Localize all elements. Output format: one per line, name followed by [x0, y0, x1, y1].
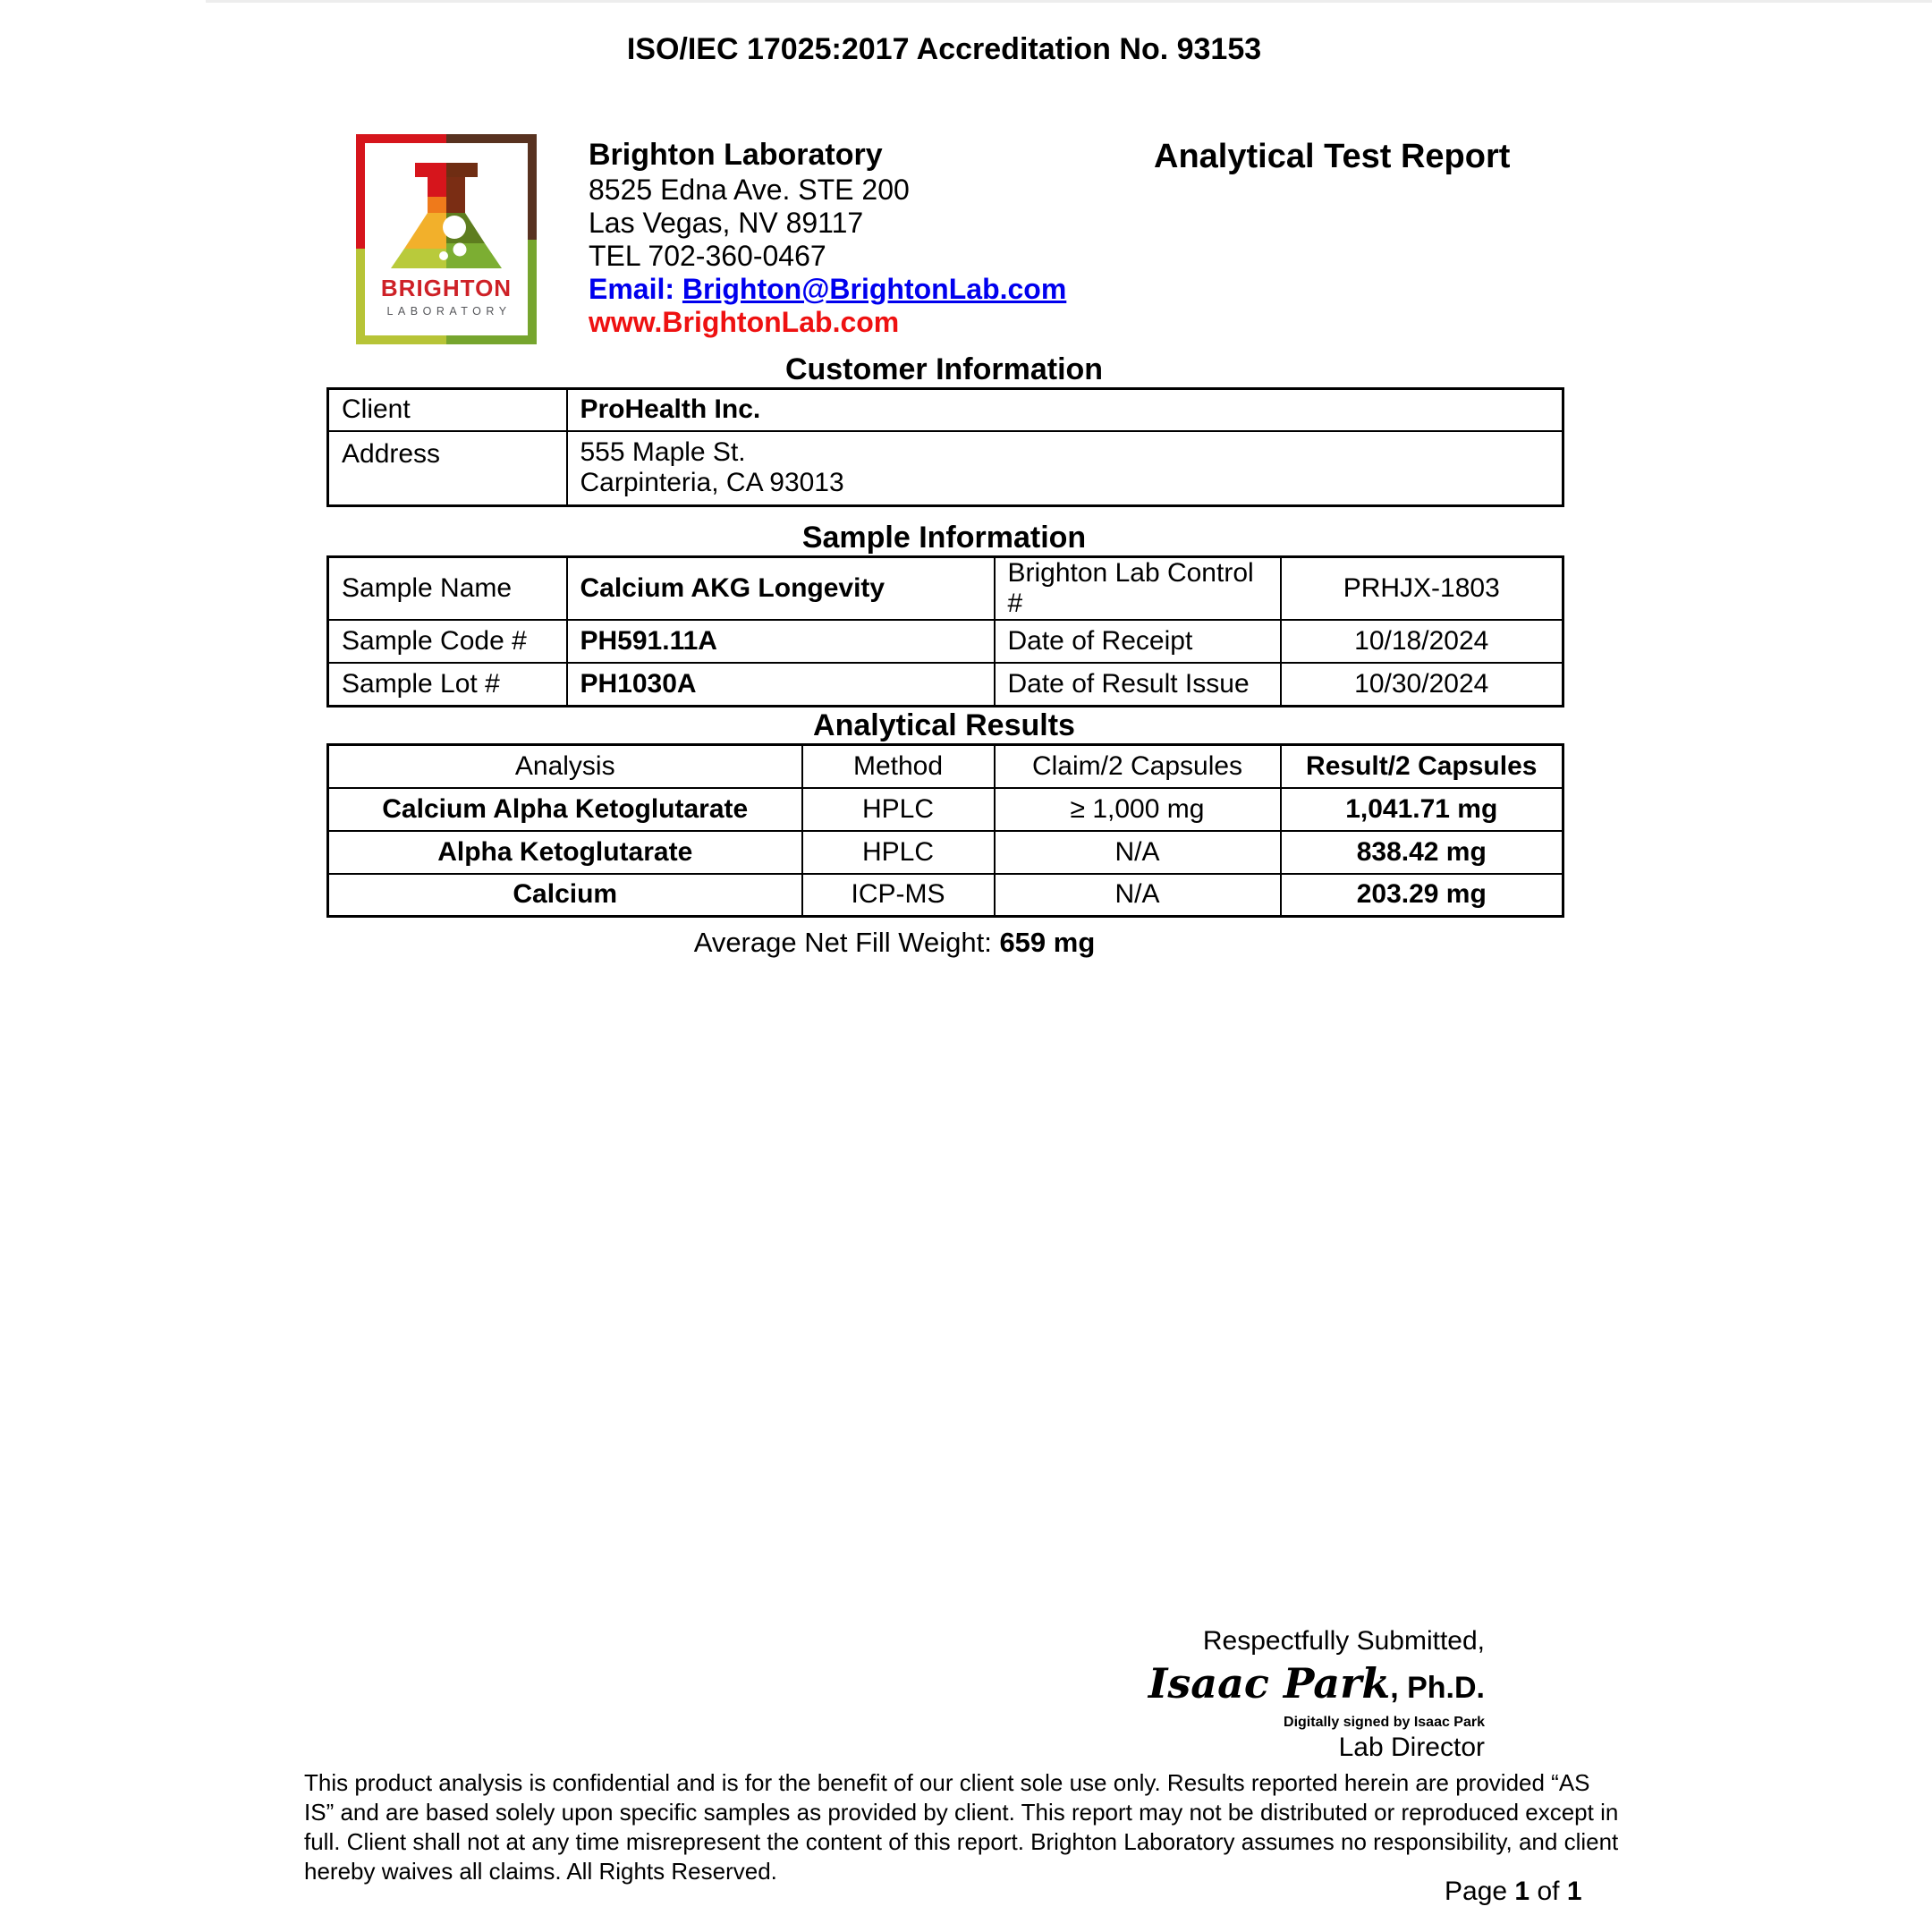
digital-signature-note: Digitally signed by Isaac Park — [1284, 1715, 1485, 1730]
lab-address-line2: Las Vegas, NV 89117 — [589, 207, 864, 239]
control-number-label: Brighton Lab Control # — [995, 557, 1281, 621]
analysis-method: HPLC — [802, 788, 995, 831]
table-row — [328, 831, 1563, 874]
column-header-analysis: Analysis — [328, 745, 802, 788]
lab-email-line — [589, 273, 1066, 306]
average-net-fill-weight — [326, 927, 1462, 959]
fill-weight-value: 659 mg — [999, 927, 1096, 958]
results-header-row — [328, 745, 1563, 788]
table-row — [328, 557, 1563, 621]
lab-phone: TEL 702-360-0467 — [589, 240, 826, 272]
sample-information-table — [326, 555, 1564, 708]
lab-website: www.BrightonLab.com — [589, 306, 900, 338]
page-number: Page 1 of 1 — [1445, 1877, 1582, 1906]
lab-name: Brighton Laboratory — [589, 138, 883, 172]
lab-address-line1: 8525 Edna Ave. STE 200 — [589, 174, 910, 206]
analysis-result: 838.42 mg — [1281, 831, 1563, 874]
analysis-method: HPLC — [802, 831, 995, 874]
analysis-claim: ≥ 1,000 mg — [995, 788, 1281, 831]
sample-information-heading: Sample Information — [326, 521, 1562, 562]
receipt-date-label: Date of Receipt — [995, 620, 1281, 663]
page-title: Analytical Test Report — [1154, 138, 1511, 175]
signature-block — [984, 1626, 1485, 1763]
receipt-date-value: 10/18/2024 — [1281, 620, 1563, 663]
sample-name-label: Sample Name — [328, 557, 567, 621]
customer-information-heading: Customer Information — [326, 352, 1562, 394]
fill-weight-label: Average Net Fill Weight: — [693, 927, 1000, 958]
table-row — [328, 788, 1563, 831]
customer-information-table — [326, 387, 1564, 507]
table-row — [328, 620, 1563, 663]
analysis-name: Alpha Ketoglutarate — [328, 831, 802, 874]
table-row — [328, 874, 1563, 917]
column-header-method: Method — [802, 745, 995, 788]
analytical-results-heading: Analytical Results — [326, 708, 1562, 750]
sample-lot-value: PH1030A — [567, 663, 995, 706]
signature-script: Isaac Park — [1148, 1659, 1391, 1707]
analysis-result: 203.29 mg — [1281, 874, 1563, 917]
signature-salutation: Respectfully Submitted, — [1202, 1626, 1485, 1656]
analysis-claim: N/A — [995, 874, 1281, 917]
result-issue-date-value: 10/30/2024 — [1281, 663, 1563, 706]
email-link[interactable]: Brighton@BrightonLab.com — [682, 273, 1067, 305]
email-label: Email: — [589, 273, 682, 305]
column-header-result: Result/2 Capsules — [1281, 745, 1563, 788]
client-value: ProHealth Inc. — [567, 389, 1563, 431]
signature-name — [984, 1659, 1485, 1709]
flask-logo-icon — [356, 134, 537, 344]
brighton-lab-logo — [356, 134, 537, 344]
analysis-result: 1,041.71 mg — [1281, 788, 1563, 831]
column-header-claim: Claim/2 Capsules — [995, 745, 1281, 788]
lab-contact-block — [589, 136, 1066, 339]
flask-icon — [391, 163, 502, 268]
analysis-name: Calcium — [328, 874, 802, 917]
analysis-name: Calcium Alpha Ketoglutarate — [328, 788, 802, 831]
logo-wordmark: BRIGHTON — [380, 275, 513, 301]
sample-code-value: PH591.11A — [567, 620, 995, 663]
logo-subtext: LABORATORY — [386, 305, 512, 318]
client-label: Client — [328, 389, 567, 431]
table-row — [328, 663, 1563, 706]
analysis-method: ICP-MS — [802, 874, 995, 917]
signature-credentials: , Ph.D. — [1390, 1671, 1485, 1705]
analytical-results-table — [326, 743, 1564, 918]
disclaimer-text: This product analysis is confidential and is for the benefit of our client sole use only. Results reported herein are provided “AS IS” and are based solely upon specific samples as provided by client. This report may not be distributed or reproduced except in full. Client shall not at any time misrepresent the content of this report. Brighton Laboratory assumes no responsibility, and client hereby waives all claims. All Rights Reserved. — [304, 1769, 1619, 1885]
address-label: Address — [328, 431, 567, 506]
sample-lot-label: Sample Lot # — [328, 663, 567, 706]
accreditation-header: ISO/IEC 17025:2017 Accreditation No. 93153 — [626, 32, 1262, 66]
analysis-claim: N/A — [995, 831, 1281, 874]
sample-code-label: Sample Code # — [328, 620, 567, 663]
address-line2: Carpinteria, CA 93013 — [580, 468, 844, 498]
address-line1: 555 Maple St. — [580, 437, 746, 468]
signer-title: Lab Director — [1338, 1733, 1485, 1762]
page-top-edge — [206, 0, 1932, 3]
control-number-value: PRHJX-1803 — [1281, 557, 1563, 621]
sample-name-value: Calcium AKG Longevity — [567, 557, 995, 621]
result-issue-date-label: Date of Result Issue — [995, 663, 1281, 706]
address-value — [567, 431, 1563, 506]
